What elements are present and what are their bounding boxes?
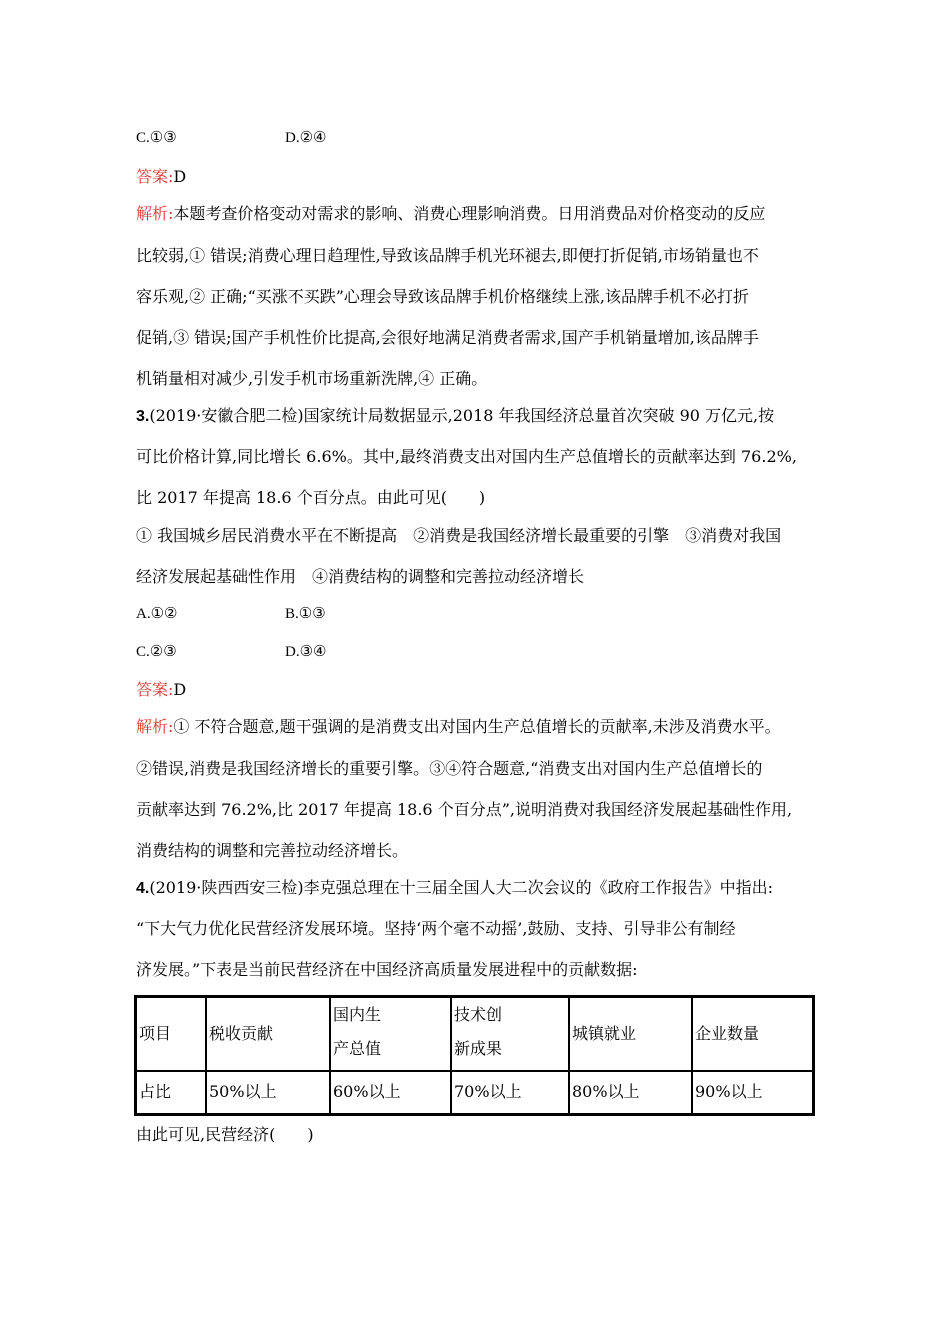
answer-label: 答案: [136,167,174,186]
option-c: C.①③ [136,130,177,146]
answer-label: 答案: [136,680,174,699]
answer-value: D [173,680,187,699]
answer-line [136,167,186,187]
table-cell: 60%以上 [330,1071,451,1115]
table-cell: 80%以上 [569,1071,692,1115]
statement-line: 经济发展起基础性作用 ④消费结构的调整和完善拉动经济增长 [136,567,585,586]
analysis-text: ① 不符合题意,题干强调的是消费支出对国内生产总值增长的贡献率,未涉及消费水平。 [173,717,781,736]
table-cell [330,997,451,1071]
cell-line: 国内生 [333,1005,382,1024]
answer-line [136,680,186,700]
table-cell: 90%以上 [692,1071,814,1115]
stem-line: 可比价格计算,同比增长 6.6%。其中,最终消费支出对国内生产总值增长的贡献率达到 76.2%, [136,447,797,466]
cell-line: 技术创 [454,1005,503,1024]
analysis-line: 机销量相对减少,引发手机市场重新洗牌,④ 正确。 [136,369,488,388]
cell-line: 新成果 [454,1039,503,1058]
table-cell: 税收贡献 [206,997,330,1071]
cell-line: 产总值 [333,1039,382,1058]
table-cell: 占比 [136,1071,207,1115]
question-3-stem [136,406,774,427]
option-d: D.③④ [285,644,327,660]
option-c: C.②③ [136,644,177,660]
statement-line: ① 我国城乡居民消费水平在不断提高 ②消费是我国经济增长最重要的引擎 ③消费对我国 [136,526,782,545]
question-4-stem [136,878,773,899]
analysis-line: 促销,③ 错误;国产手机性价比提高,会很好地满足消费者需求,国产手机销量增加,该品牌手 [136,328,759,347]
table-cell: 项目 [136,997,207,1071]
analysis-line: 消费结构的调整和完善拉动经济增长。 [136,841,409,860]
question-number: 4. [136,880,150,897]
analysis-label: 解析: [136,717,174,736]
table-header-row [136,997,814,1071]
analysis-label: 解析: [136,204,174,223]
table-cell: 50%以上 [206,1071,330,1115]
option-a: A.①② [136,606,178,622]
question-number: 3. [136,408,150,425]
contribution-table [134,995,815,1116]
stem-text: (2019·安徽合肥二检)国家统计局数据显示,2018 年我国经济总量首次突破 90 万亿元,按 [149,406,775,425]
stem-text: (2019·陕西西安三检)李克强总理在十三届全国人大二次会议的《政府工作报告》中指出: [149,878,774,897]
analysis-line: 比较弱,① 错误;消费心理日趋理性,导致该品牌手机光环褪去,即便打折促销,市场销量也不 [136,246,759,265]
stem-line: 济发展。”下表是当前民营经济在中国经济高质量发展进程中的贡献数据: [136,960,638,979]
table-cell: 70%以上 [451,1071,569,1115]
analysis-line: 容乐观,② 正确;“买涨不买跌”心理会导致该品牌手机价格继续上涨,该品牌手机不必打折 [136,287,750,306]
analysis-line: ②错误,消费是我国经济增长的重要引擎。③④符合题意,“消费支出对国内生产总值增长的 [136,759,763,778]
stem-line: “下大气力优化民营经济发展环境。坚持‘两个毫不动摇’,鼓励、支持、引导非公有制经 [136,919,736,938]
analysis-line: 贡献率达到 76.2%,比 2017 年提高 18.6 个百分点”,说明消费对我国经济发展起基础性作用, [136,800,793,819]
analysis-line [136,204,765,224]
option-b: B.①③ [285,606,326,622]
answer-value: D [173,167,187,186]
table-cell: 城镇就业 [569,997,692,1071]
analysis-line [136,717,781,737]
stem-line: 比 2017 年提高 18.6 个百分点。由此可见( ) [136,488,486,507]
table-row [136,1071,814,1115]
analysis-text: 本题考查价格变动对需求的影响、消费心理影响消费。日用消费品对价格变动的反应 [173,204,766,223]
question-4-tail: 由此可见,民营经济( ) [136,1125,314,1144]
table-cell [451,997,569,1071]
option-d: D.②④ [285,130,327,146]
table-cell: 企业数量 [692,997,814,1071]
